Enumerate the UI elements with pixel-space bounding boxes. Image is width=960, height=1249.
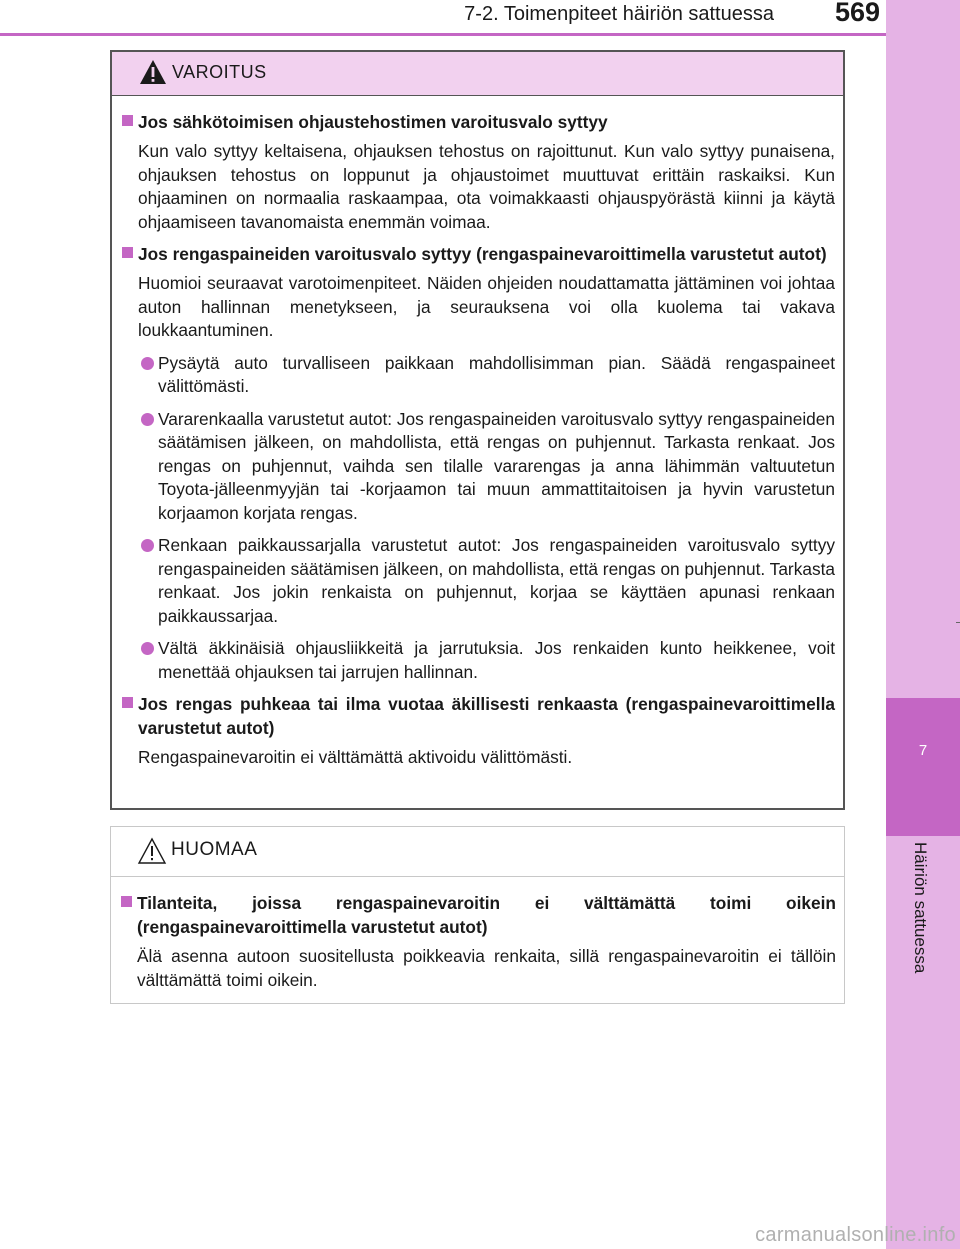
warning-section	[118, 692, 835, 770]
section-heading-text: Jos rengas puhkeaa tai ilma vuotaa äkillisesti renkaasta (rengaspainevaroittimella varustetut autot)	[138, 694, 835, 738]
chapter-label-wrap	[910, 842, 934, 982]
watermark: carmanualsonline.info	[755, 1224, 956, 1246]
section-text: Huomioi seuraavat varotoimenpiteet. Näiden ohjeiden noudattamatta jättäminen voi johtaa auton hallinnan menetykseen, ja seurauksena voi olla kuolema tai vakava loukkaantuminen.	[138, 273, 835, 340]
section-heading	[118, 692, 835, 740]
page-number: 569	[834, 0, 880, 27]
notice-header	[111, 827, 844, 877]
notice-box	[110, 826, 845, 1004]
section-text: Kun valo syttyy keltaisena, ohjauksen tehostus on rajoittunut. Kun valo syttyy punaisena, ohjauksen tehostus on loppunut ja ohjaustoimet muuttuvat erittäin raskaiksi. Kun ohjaaminen on normaalia raskaampaa, ota voimakkaasti ohjauspyörästä kiinni ja käytä ohjaamiseen tavanomaista enemmän voimaa.	[138, 141, 835, 232]
warning-header	[112, 52, 843, 96]
chapter-tab[interactable]	[886, 698, 960, 836]
list-item	[118, 637, 835, 684]
section-heading-text: Jos sähkötoimisen ohjaustehostimen varoitusvalo syttyy	[138, 112, 608, 132]
section-text: Rengaspainevaroitin ei välttämättä aktivoidu välittömästi.	[138, 747, 573, 767]
list-item	[118, 534, 835, 628]
round-bullet-icon	[141, 413, 154, 426]
list-item-text: Pysäytä auto turvalliseen paikkaan mahdollisimman pian. Säädä rengaspaineet välittömästi.	[158, 352, 835, 396]
sidebar-tick	[956, 622, 960, 623]
list-item	[118, 408, 835, 526]
list-item	[118, 352, 835, 399]
list-item-text: Vältä äkkinäisiä ohjausliikkeitä ja jarrutuksia. Jos renkaiden kunto heikkenee, voit menettää ohjauksen tai jarrujen hallinnan.	[158, 638, 835, 682]
chapter-number: 7	[918, 742, 928, 759]
section-text: Älä asenna autoon suositellusta poikkeavia renkaita, sillä rengaspainevaroitin ei tällöin välttämättä toimi oikein.	[137, 946, 836, 990]
section-heading-text: Jos rengaspaineiden varoitusvalo syttyy (rengaspainevaroittimella varustetut autot)	[138, 244, 827, 264]
square-bullet-icon	[121, 896, 132, 907]
warning-section	[118, 110, 835, 234]
section-heading	[118, 110, 835, 134]
section-heading-text: Tilanteita, joissa rengaspainevaroitin ei välttämättä toimi oikein (rengaspainevaroittimella varustetut autot)	[137, 893, 836, 937]
round-bullet-icon	[141, 539, 154, 552]
square-bullet-icon	[122, 247, 133, 258]
square-bullet-icon	[122, 115, 133, 126]
warning-label: VAROITUS	[172, 62, 267, 82]
caution-triangle-icon	[137, 837, 167, 865]
section-heading	[117, 891, 836, 939]
list-item-text: Vararenkaalla varustetut autot: Jos rengaspaineiden varoitusvalo syttyy rengaspaineiden säätämisen jälkeen, on mahdollista, että rengas on puhjennut. Tarkasta renkaat. Jos rengas on puhjennut, vaihda sen tilalle vararengas ja anna lähimmän valtuutetun Toyota-jälleenmyyjän tai -korjaamon tai muun ammattitaitoisen ja hyvin varustetun korjaamon korjata rengas.	[158, 408, 835, 523]
chapter-label: Häiriön sattuessa	[911, 842, 930, 974]
chapter-sidebar	[886, 0, 960, 1249]
page-header	[0, 0, 886, 36]
list-item-text: Renkaan paikkaussarjalla varustetut autot: Jos rengaspaineiden varoitusvalo syttyy rengaspaineiden säätämisen jälkeen, on mahdollista, että rengas on puhjennut. Tarkasta renkaat. Jos jokin renkaista on puhjennut, korjaa se käyttäen apunasi renkaan paikkaussarjaa.	[158, 535, 835, 626]
notice-body	[111, 877, 844, 992]
header-rule	[0, 33, 886, 36]
warning-section	[118, 242, 835, 684]
notice-section	[117, 891, 836, 992]
warning-body	[112, 96, 843, 770]
section-title: 7-2. Toimenpiteet häiriön sattuessa	[464, 3, 774, 25]
section-heading	[118, 242, 835, 266]
square-bullet-icon	[122, 697, 133, 708]
round-bullet-icon	[141, 357, 154, 370]
warning-box	[110, 50, 845, 810]
warning-triangle-icon	[138, 58, 168, 86]
notice-label: HUOMAA	[171, 839, 258, 860]
round-bullet-icon	[141, 642, 154, 655]
